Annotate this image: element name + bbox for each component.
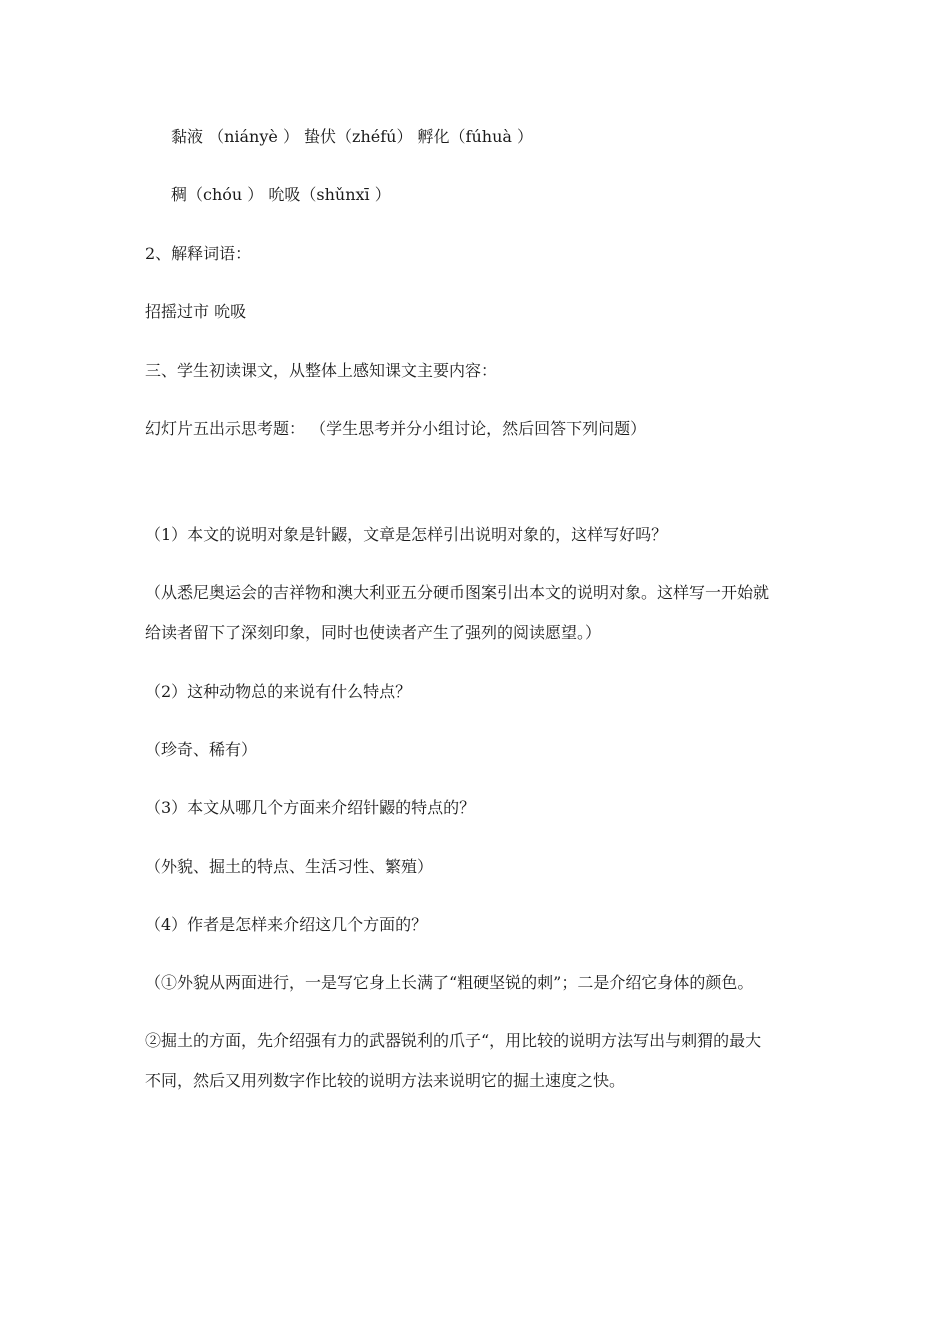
- answer-4-part-2-line-1: ②掘土的方面，先介绍强有力的武器锐利的爪子“，用比较的说明方法写出与刺猬的最大: [145, 1031, 762, 1050]
- question-3: （3）本文从哪几个方面来介绍针鼹的特点的？: [145, 798, 476, 817]
- section-2-heading: 2、解释词语：: [145, 244, 252, 263]
- question-4: （4）作者是怎样来介绍这几个方面的？: [145, 915, 428, 934]
- pinyin-line-2: 稠（chóu ） 吮吸（shǔnxī ）: [171, 185, 391, 204]
- section-2-words: 招摇过市 吮吸: [145, 302, 247, 321]
- question-2: （2）这种动物总的来说有什么特点？: [145, 682, 412, 701]
- answer-4-part-2-line-2: 不同，然后又用列数字作比较的说明方法来说明它的掘土速度之快。: [145, 1071, 626, 1090]
- answer-4-part-1: （①外貌从两面进行，一是写它身上长满了“粗硬坚锐的刺”；二是介绍它身体的颜色。: [145, 973, 754, 992]
- answer-2: （珍奇、稀有）: [145, 740, 258, 759]
- slide-prompt: 幻灯片五出示思考题： （学生思考并分小组讨论，然后回答下列问题）: [145, 419, 647, 438]
- answer-3: （外貌、掘土的特点、生活习性、繁殖）: [145, 857, 434, 876]
- section-3-heading: 三、学生初读课文，从整体上感知课文主要内容：: [145, 361, 498, 380]
- answer-1-line-1: （从悉尼奥运会的吉祥物和澳大利亚五分硬币图案引出本文的说明对象。这样写一开始就: [145, 583, 770, 602]
- answer-1-line-2: 给读者留下了深刻印象，同时也使读者产生了强列的阅读愿望。）: [145, 623, 602, 642]
- question-1: （1）本文的说明对象是针鼹，文章是怎样引出说明对象的，这样写好吗？: [145, 525, 668, 544]
- pinyin-line-1: 黏液 （niányè ） 蛰伏（zhéfú） 孵化（fúhuà ）: [171, 127, 534, 146]
